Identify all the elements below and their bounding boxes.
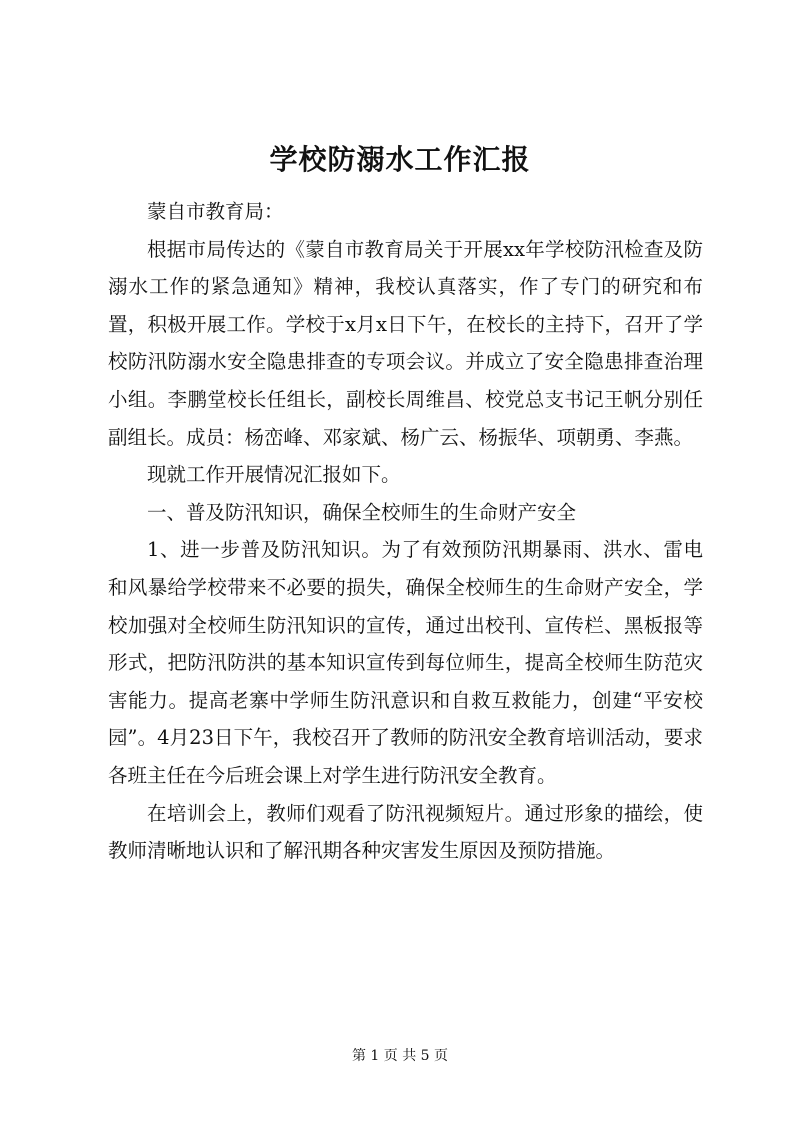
paragraph-training: 在培训会上，教师们观看了防汛视频短片。通过形象的描绘，使教师清晰地认识和了解汛期各种灾害发生原因及预防措施。 [108, 801, 703, 863]
document-body [108, 193, 703, 870]
paragraph-knowledge: 1、进一步普及防汛知识。为了有效预防汛期暴雨、洪水、雷电和风暴给学校带来不必要的损失，确保全校师生的生命财产安全，学校加强对全校师生防汛知识的宣传，通过出校刊、宣传栏、黑板报等形式，把防汛防洪的基本知识宣传到每位师生，提高全校师生防范灾害能力。提高老寨中学师生防汛意识和自救互救能力，创建“平安校园”。4月23日下午，我校召开了教师的防汛安全教育培训活动，要求各班主任在今后班会课上对学生进行防汛安全教育。 [108, 538, 703, 787]
paragraph-intro: 根据市局传达的《蒙自市教育局关于开展xx年学校防汛检查及防溺水工作的紧急通知》精神，我校认真落实，作了专门的研究和布置，积极开展工作。学校于x月x日下午，在校长的主持下，召开了学校防汛防溺水安全隐患排查的专项会议。并成立了安全隐患排查治理小组。李鹏堂校长任组长，副校长周维昌、校党总支书记王帆分别任副组长。成员：杨峦峰、邓家斌、杨广云、杨振华、项朝勇、李燕。 [108, 237, 703, 449]
section-heading-1: 一、普及防汛知识，确保全校师生的生命财产安全 [147, 500, 577, 524]
paragraph-report-lead: 现就工作开展情况汇报如下。 [147, 463, 401, 487]
page-footer: 第 1 页 共 5 页 [351, 1048, 449, 1064]
document-title: 学校防溺水工作汇报 [269, 143, 531, 176]
salutation: 蒙自市教育局： [147, 200, 284, 223]
